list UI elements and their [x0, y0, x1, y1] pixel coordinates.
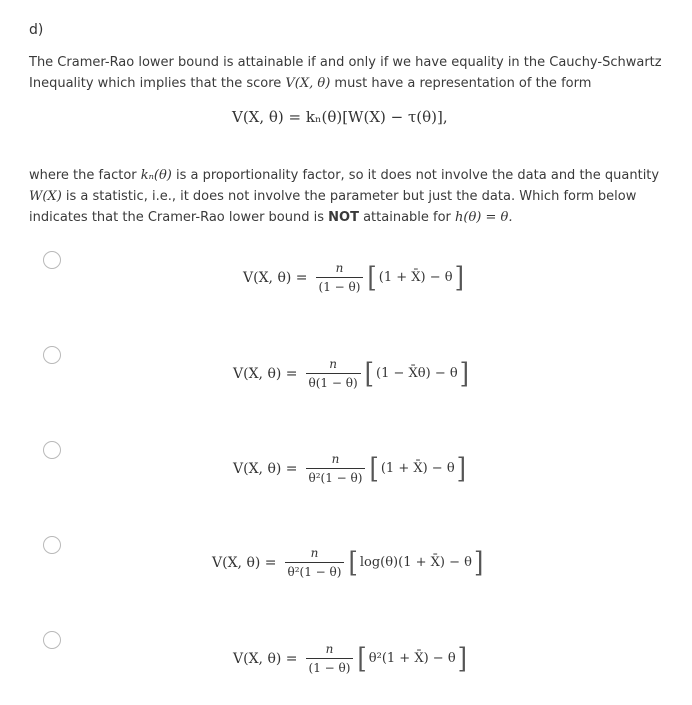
option-3-bracket-content: (1 + X̄) − θ	[380, 461, 455, 476]
intro-text-2-post: must have a representation of the form	[330, 76, 592, 91]
option-5-numerator: n	[325, 642, 334, 656]
option-4-fraction	[285, 546, 345, 579]
body-line-2	[29, 186, 636, 207]
not-emphasis: NOT	[328, 210, 359, 225]
option-3-numerator: n	[331, 452, 340, 466]
option-5-fraction	[306, 642, 354, 675]
option-5-denominator: (1 − θ)	[306, 658, 354, 675]
option-2-fraction	[306, 357, 361, 390]
option-1-denominator: (1 − θ)	[316, 277, 364, 294]
option-2-radio[interactable]	[43, 346, 61, 364]
factor-math-inline: kₙ(θ)	[140, 168, 172, 183]
option-4-lhs: V(X, θ) =	[212, 554, 277, 571]
intro-line-1	[29, 52, 662, 73]
intro-text-2-pre: Inequality which implies that the score	[29, 76, 286, 91]
option-5-radio[interactable]	[43, 631, 61, 649]
option-1-lhs: V(X, θ) =	[243, 269, 308, 286]
option-3-lhs: V(X, θ) =	[233, 460, 298, 477]
option-5-bracket-content: θ²(1 + X̄) − θ	[368, 651, 456, 666]
option-3-denominator: θ²(1 − θ)	[306, 468, 366, 485]
score-math-inline: V(X, θ)	[285, 76, 331, 91]
body-text-3-mid: attainable for	[358, 210, 456, 225]
option-2-lhs: V(X, θ) =	[233, 365, 298, 382]
body-line-3	[29, 207, 513, 228]
body-text-1-post: is a proportionality factor, so it does not involve the data and the quantity	[171, 168, 660, 183]
option-1-fraction	[316, 261, 364, 294]
option-4-bracket-content: log(θ)(1 + X̄) − θ	[359, 555, 472, 570]
question-label: d)	[29, 22, 44, 38]
option-3-formula[interactable]: V(X, θ) = $\frac{n}{\text{θ²(1 − θ)}}$ [ (1 + X̄) − θ ]	[233, 452, 467, 485]
option-3-fraction	[306, 452, 366, 485]
option-2-formula[interactable]: V(X, θ) = $\frac{n}{\theta(1 - \theta)}$ [ (1 − X̄θ) − θ ]	[233, 357, 470, 390]
option-2-bracket-content: (1 − X̄θ) − θ	[376, 366, 458, 381]
intro-line-2	[29, 73, 591, 94]
option-1-radio[interactable]	[43, 251, 61, 269]
body-line-1	[29, 165, 659, 186]
h-theta-math-inline: h(θ) = θ.	[455, 210, 513, 225]
option-5-lhs: V(X, θ) =	[233, 650, 298, 667]
option-5-formula[interactable]: V(X, θ) = $\frac{n}{(1 - \theta)}$ [ θ²(1 + X̄) − θ ]	[233, 642, 468, 675]
option-1-numerator: n	[335, 261, 344, 275]
option-1-formula[interactable]: V(X, θ) = $\frac{n}{(1 - \theta)}$ [ (1 + X̄) − θ ]	[243, 261, 464, 294]
option-4-denominator: θ²(1 − θ)	[285, 562, 345, 579]
score-representation-formula: V(X, θ) = kₙ(θ)[W(X) − τ(θ)],	[232, 108, 448, 126]
statistic-math-inline: W(X)	[29, 189, 62, 204]
option-3-radio[interactable]	[43, 441, 61, 459]
option-2-denominator: θ(1 − θ)	[306, 373, 361, 390]
option-2-numerator: n	[329, 357, 337, 371]
option-4-radio[interactable]	[43, 536, 61, 554]
option-4-numerator: n	[310, 546, 319, 560]
body-text-1-pre: where the factor	[29, 168, 141, 183]
option-4-formula[interactable]: V(X, θ) = $\frac{n}{\text{θ²(1 − θ)}}$ [ log(θ)(1 + X̄) − θ ]	[212, 546, 484, 579]
body-text-2-post: is a statistic, i.e., it does not involve the parameter but just the data. Which form below	[61, 189, 637, 204]
body-text-3-pre: indicates that the Cramer-Rao lower bound is	[29, 210, 329, 225]
option-1-bracket-content: (1 + X̄) − θ	[378, 270, 453, 285]
intro-text-1: The Cramer-Rao lower bound is attainable if and only if we have equality in the Cauchy-Schwartz	[29, 55, 662, 70]
